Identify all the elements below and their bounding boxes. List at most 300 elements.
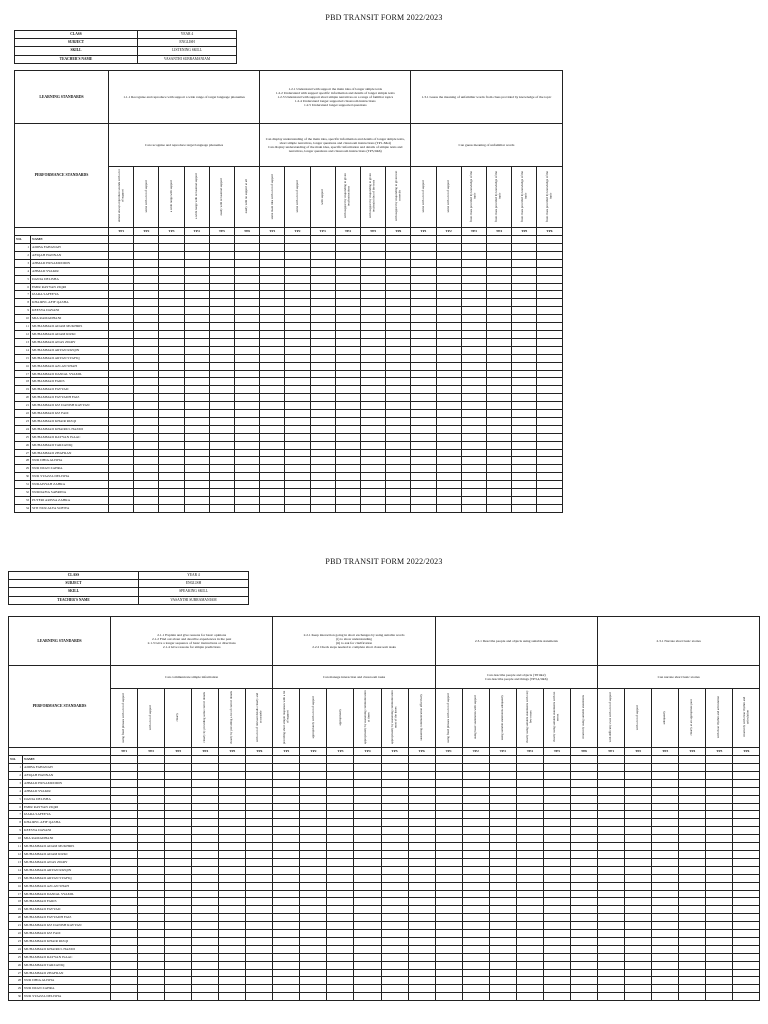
- score-cell[interactable]: [234, 473, 259, 481]
- score-cell[interactable]: [679, 827, 706, 835]
- score-cell[interactable]: [138, 779, 165, 787]
- score-cell[interactable]: [625, 874, 652, 882]
- score-cell[interactable]: [386, 417, 411, 425]
- score-cell[interactable]: [354, 835, 381, 843]
- score-cell[interactable]: [360, 338, 385, 346]
- score-cell[interactable]: [598, 850, 625, 858]
- score-cell[interactable]: [209, 489, 234, 497]
- score-cell[interactable]: [335, 433, 360, 441]
- score-cell[interactable]: [134, 244, 159, 252]
- score-cell[interactable]: [462, 811, 489, 819]
- score-cell[interactable]: [109, 489, 134, 497]
- score-cell[interactable]: [335, 259, 360, 267]
- score-cell[interactable]: [327, 819, 354, 827]
- score-cell[interactable]: [679, 756, 706, 764]
- score-cell[interactable]: [625, 803, 652, 811]
- score-cell[interactable]: [706, 898, 733, 906]
- score-cell[interactable]: [246, 922, 273, 930]
- score-cell[interactable]: [570, 937, 597, 945]
- score-cell[interactable]: [512, 244, 537, 252]
- score-cell[interactable]: [360, 410, 385, 418]
- score-cell[interactable]: [260, 378, 285, 386]
- score-cell[interactable]: [543, 787, 570, 795]
- score-cell[interactable]: [285, 338, 310, 346]
- score-cell[interactable]: [246, 764, 273, 772]
- score-cell[interactable]: [360, 394, 385, 402]
- score-cell[interactable]: [300, 906, 327, 914]
- score-cell[interactable]: [436, 299, 461, 307]
- score-cell[interactable]: [436, 354, 461, 362]
- score-cell[interactable]: [386, 259, 411, 267]
- score-cell[interactable]: [570, 850, 597, 858]
- score-cell[interactable]: [219, 961, 246, 969]
- score-cell[interactable]: [537, 481, 562, 489]
- score-cell[interactable]: [184, 251, 209, 259]
- score-cell[interactable]: [386, 449, 411, 457]
- score-cell[interactable]: [512, 315, 537, 323]
- score-cell[interactable]: [381, 930, 408, 938]
- score-cell[interactable]: [512, 291, 537, 299]
- score-cell[interactable]: [273, 827, 300, 835]
- score-cell[interactable]: [138, 890, 165, 898]
- score-cell[interactable]: [300, 835, 327, 843]
- score-cell[interactable]: [360, 291, 385, 299]
- score-cell[interactable]: [598, 827, 625, 835]
- score-cell[interactable]: [706, 985, 733, 993]
- score-cell[interactable]: [706, 914, 733, 922]
- score-cell[interactable]: [184, 504, 209, 512]
- score-cell[interactable]: [652, 914, 679, 922]
- score-cell[interactable]: [138, 811, 165, 819]
- score-cell[interactable]: [489, 819, 516, 827]
- score-cell[interactable]: [138, 756, 165, 764]
- score-cell[interactable]: [273, 843, 300, 851]
- score-cell[interactable]: [411, 417, 436, 425]
- score-cell[interactable]: [209, 497, 234, 505]
- score-cell[interactable]: [209, 378, 234, 386]
- score-cell[interactable]: [360, 307, 385, 315]
- score-cell[interactable]: [360, 386, 385, 394]
- score-cell[interactable]: [285, 267, 310, 275]
- score-cell[interactable]: [354, 953, 381, 961]
- score-cell[interactable]: [246, 953, 273, 961]
- score-cell[interactable]: [327, 756, 354, 764]
- score-cell[interactable]: [625, 795, 652, 803]
- score-cell[interactable]: [436, 441, 461, 449]
- score-cell[interactable]: [461, 338, 486, 346]
- score-cell[interactable]: [706, 882, 733, 890]
- score-cell[interactable]: [300, 843, 327, 851]
- score-cell[interactable]: [260, 275, 285, 283]
- score-cell[interactable]: [512, 489, 537, 497]
- score-cell[interactable]: [408, 866, 435, 874]
- score-cell[interactable]: [462, 890, 489, 898]
- score-cell[interactable]: [360, 299, 385, 307]
- score-cell[interactable]: [411, 291, 436, 299]
- score-cell[interactable]: [219, 811, 246, 819]
- score-cell[interactable]: [246, 866, 273, 874]
- score-cell[interactable]: [354, 803, 381, 811]
- score-cell[interactable]: [537, 354, 562, 362]
- score-cell[interactable]: [598, 937, 625, 945]
- score-cell[interactable]: [109, 267, 134, 275]
- score-cell[interactable]: [543, 882, 570, 890]
- score-cell[interactable]: [652, 882, 679, 890]
- score-cell[interactable]: [159, 425, 184, 433]
- score-cell[interactable]: [285, 441, 310, 449]
- score-cell[interactable]: [462, 898, 489, 906]
- score-cell[interactable]: [543, 945, 570, 953]
- score-cell[interactable]: [570, 930, 597, 938]
- score-cell[interactable]: [285, 275, 310, 283]
- score-cell[interactable]: [543, 930, 570, 938]
- score-cell[interactable]: [733, 764, 760, 772]
- score-cell[interactable]: [543, 819, 570, 827]
- score-cell[interactable]: [273, 835, 300, 843]
- score-cell[interactable]: [462, 969, 489, 977]
- score-cell[interactable]: [408, 890, 435, 898]
- score-cell[interactable]: [537, 362, 562, 370]
- score-cell[interactable]: [462, 906, 489, 914]
- score-cell[interactable]: [300, 937, 327, 945]
- score-cell[interactable]: [234, 417, 259, 425]
- score-cell[interactable]: [411, 362, 436, 370]
- score-cell[interactable]: [354, 795, 381, 803]
- score-cell[interactable]: [652, 953, 679, 961]
- score-cell[interactable]: [134, 417, 159, 425]
- score-cell[interactable]: [462, 866, 489, 874]
- score-cell[interactable]: [327, 922, 354, 930]
- score-cell[interactable]: [138, 985, 165, 993]
- score-cell[interactable]: [310, 236, 335, 244]
- score-cell[interactable]: [516, 914, 543, 922]
- score-cell[interactable]: [134, 378, 159, 386]
- score-cell[interactable]: [111, 874, 138, 882]
- score-cell[interactable]: [652, 937, 679, 945]
- score-cell[interactable]: [625, 764, 652, 772]
- score-cell[interactable]: [209, 425, 234, 433]
- score-cell[interactable]: [260, 441, 285, 449]
- score-cell[interactable]: [461, 259, 486, 267]
- score-cell[interactable]: [219, 835, 246, 843]
- score-cell[interactable]: [335, 425, 360, 433]
- score-cell[interactable]: [109, 362, 134, 370]
- score-cell[interactable]: [219, 764, 246, 772]
- score-cell[interactable]: [184, 417, 209, 425]
- score-cell[interactable]: [111, 835, 138, 843]
- score-cell[interactable]: [246, 858, 273, 866]
- score-cell[interactable]: [486, 417, 511, 425]
- score-cell[interactable]: [327, 858, 354, 866]
- score-cell[interactable]: [408, 906, 435, 914]
- score-cell[interactable]: [462, 953, 489, 961]
- score-cell[interactable]: [360, 267, 385, 275]
- score-cell[interactable]: [310, 417, 335, 425]
- score-cell[interactable]: [165, 922, 192, 930]
- score-cell[interactable]: [159, 473, 184, 481]
- score-cell[interactable]: [461, 457, 486, 465]
- score-cell[interactable]: [436, 362, 461, 370]
- score-cell[interactable]: [489, 890, 516, 898]
- score-cell[interactable]: [516, 771, 543, 779]
- score-cell[interactable]: [209, 386, 234, 394]
- score-cell[interactable]: [138, 945, 165, 953]
- score-cell[interactable]: [138, 993, 165, 1001]
- score-cell[interactable]: [486, 291, 511, 299]
- score-cell[interactable]: [111, 969, 138, 977]
- score-cell[interactable]: [706, 764, 733, 772]
- score-cell[interactable]: [486, 315, 511, 323]
- score-cell[interactable]: [408, 827, 435, 835]
- score-cell[interactable]: [706, 953, 733, 961]
- score-cell[interactable]: [184, 330, 209, 338]
- score-cell[interactable]: [310, 402, 335, 410]
- score-cell[interactable]: [165, 811, 192, 819]
- score-cell[interactable]: [543, 906, 570, 914]
- score-cell[interactable]: [436, 291, 461, 299]
- score-cell[interactable]: [486, 362, 511, 370]
- score-cell[interactable]: [489, 961, 516, 969]
- score-cell[interactable]: [598, 985, 625, 993]
- score-cell[interactable]: [461, 449, 486, 457]
- score-cell[interactable]: [273, 914, 300, 922]
- score-cell[interactable]: [516, 985, 543, 993]
- score-cell[interactable]: [234, 497, 259, 505]
- score-cell[interactable]: [652, 969, 679, 977]
- score-cell[interactable]: [184, 267, 209, 275]
- score-cell[interactable]: [300, 993, 327, 1001]
- score-cell[interactable]: [411, 299, 436, 307]
- score-cell[interactable]: [652, 961, 679, 969]
- score-cell[interactable]: [411, 275, 436, 283]
- score-cell[interactable]: [411, 394, 436, 402]
- score-cell[interactable]: [165, 993, 192, 1001]
- score-cell[interactable]: [489, 779, 516, 787]
- score-cell[interactable]: [273, 866, 300, 874]
- score-cell[interactable]: [461, 481, 486, 489]
- score-cell[interactable]: [706, 787, 733, 795]
- score-cell[interactable]: [159, 362, 184, 370]
- score-cell[interactable]: [300, 811, 327, 819]
- score-cell[interactable]: [300, 961, 327, 969]
- score-cell[interactable]: [234, 275, 259, 283]
- score-cell[interactable]: [335, 417, 360, 425]
- score-cell[interactable]: [706, 803, 733, 811]
- score-cell[interactable]: [184, 346, 209, 354]
- score-cell[interactable]: [159, 299, 184, 307]
- score-cell[interactable]: [246, 945, 273, 953]
- score-cell[interactable]: [436, 378, 461, 386]
- score-cell[interactable]: [706, 827, 733, 835]
- score-cell[interactable]: [335, 338, 360, 346]
- score-cell[interactable]: [219, 787, 246, 795]
- score-cell[interactable]: [386, 354, 411, 362]
- score-cell[interactable]: [109, 394, 134, 402]
- score-cell[interactable]: [300, 795, 327, 803]
- score-cell[interactable]: [234, 489, 259, 497]
- score-cell[interactable]: [706, 843, 733, 851]
- score-cell[interactable]: [706, 977, 733, 985]
- score-cell[interactable]: [537, 251, 562, 259]
- score-cell[interactable]: [310, 362, 335, 370]
- score-cell[interactable]: [543, 771, 570, 779]
- score-cell[interactable]: [408, 756, 435, 764]
- score-cell[interactable]: [386, 489, 411, 497]
- score-cell[interactable]: [159, 251, 184, 259]
- score-cell[interactable]: [516, 890, 543, 898]
- score-cell[interactable]: [219, 827, 246, 835]
- score-cell[interactable]: [138, 906, 165, 914]
- score-cell[interactable]: [411, 267, 436, 275]
- score-cell[interactable]: [111, 914, 138, 922]
- score-cell[interactable]: [462, 764, 489, 772]
- score-cell[interactable]: [184, 291, 209, 299]
- score-cell[interactable]: [246, 914, 273, 922]
- score-cell[interactable]: [159, 449, 184, 457]
- score-cell[interactable]: [679, 985, 706, 993]
- score-cell[interactable]: [625, 756, 652, 764]
- score-cell[interactable]: [184, 433, 209, 441]
- score-cell[interactable]: [134, 394, 159, 402]
- score-cell[interactable]: [386, 346, 411, 354]
- score-cell[interactable]: [570, 961, 597, 969]
- score-cell[interactable]: [512, 259, 537, 267]
- score-cell[interactable]: [109, 449, 134, 457]
- score-cell[interactable]: [652, 985, 679, 993]
- score-cell[interactable]: [285, 283, 310, 291]
- score-cell[interactable]: [489, 914, 516, 922]
- score-cell[interactable]: [138, 882, 165, 890]
- score-cell[interactable]: [192, 835, 219, 843]
- score-cell[interactable]: [679, 930, 706, 938]
- score-cell[interactable]: [435, 930, 462, 938]
- score-cell[interactable]: [381, 787, 408, 795]
- score-cell[interactable]: [386, 299, 411, 307]
- score-cell[interactable]: [598, 779, 625, 787]
- score-cell[interactable]: [192, 850, 219, 858]
- score-cell[interactable]: [335, 394, 360, 402]
- score-cell[interactable]: [111, 811, 138, 819]
- score-cell[interactable]: [381, 819, 408, 827]
- score-cell[interactable]: [435, 843, 462, 851]
- score-cell[interactable]: [111, 993, 138, 1001]
- score-cell[interactable]: [408, 945, 435, 953]
- score-cell[interactable]: [598, 993, 625, 1001]
- score-cell[interactable]: [461, 417, 486, 425]
- score-cell[interactable]: [219, 977, 246, 985]
- score-cell[interactable]: [360, 346, 385, 354]
- score-cell[interactable]: [310, 457, 335, 465]
- score-cell[interactable]: [462, 858, 489, 866]
- score-cell[interactable]: [598, 882, 625, 890]
- score-cell[interactable]: [489, 843, 516, 851]
- score-cell[interactable]: [184, 386, 209, 394]
- score-cell[interactable]: [260, 267, 285, 275]
- score-cell[interactable]: [184, 244, 209, 252]
- score-cell[interactable]: [234, 338, 259, 346]
- score-cell[interactable]: [310, 433, 335, 441]
- score-cell[interactable]: [360, 457, 385, 465]
- score-cell[interactable]: [192, 787, 219, 795]
- score-cell[interactable]: [165, 977, 192, 985]
- score-cell[interactable]: [159, 354, 184, 362]
- score-cell[interactable]: [335, 441, 360, 449]
- score-cell[interactable]: [411, 504, 436, 512]
- score-cell[interactable]: [733, 756, 760, 764]
- score-cell[interactable]: [246, 930, 273, 938]
- score-cell[interactable]: [335, 386, 360, 394]
- score-cell[interactable]: [486, 489, 511, 497]
- score-cell[interactable]: [625, 945, 652, 953]
- score-cell[interactable]: [360, 354, 385, 362]
- score-cell[interactable]: [234, 378, 259, 386]
- score-cell[interactable]: [159, 244, 184, 252]
- score-cell[interactable]: [134, 362, 159, 370]
- score-cell[interactable]: [512, 307, 537, 315]
- score-cell[interactable]: [537, 402, 562, 410]
- score-cell[interactable]: [219, 898, 246, 906]
- score-cell[interactable]: [219, 953, 246, 961]
- score-cell[interactable]: [109, 244, 134, 252]
- score-cell[interactable]: [461, 251, 486, 259]
- score-cell[interactable]: [354, 937, 381, 945]
- score-cell[interactable]: [354, 764, 381, 772]
- score-cell[interactable]: [209, 370, 234, 378]
- score-cell[interactable]: [462, 961, 489, 969]
- score-cell[interactable]: [354, 945, 381, 953]
- score-cell[interactable]: [234, 299, 259, 307]
- score-cell[interactable]: [165, 819, 192, 827]
- score-cell[interactable]: [300, 922, 327, 930]
- score-cell[interactable]: [436, 330, 461, 338]
- score-cell[interactable]: [354, 961, 381, 969]
- score-cell[interactable]: [159, 394, 184, 402]
- score-cell[interactable]: [192, 961, 219, 969]
- score-cell[interactable]: [516, 779, 543, 787]
- score-cell[interactable]: [273, 977, 300, 985]
- score-cell[interactable]: [209, 275, 234, 283]
- score-cell[interactable]: [300, 764, 327, 772]
- score-cell[interactable]: [408, 787, 435, 795]
- score-cell[interactable]: [543, 764, 570, 772]
- score-cell[interactable]: [570, 764, 597, 772]
- score-cell[interactable]: [543, 961, 570, 969]
- score-cell[interactable]: [462, 977, 489, 985]
- score-cell[interactable]: [679, 819, 706, 827]
- score-cell[interactable]: [570, 779, 597, 787]
- score-cell[interactable]: [109, 307, 134, 315]
- score-cell[interactable]: [411, 251, 436, 259]
- score-cell[interactable]: [285, 315, 310, 323]
- score-cell[interactable]: [360, 362, 385, 370]
- score-cell[interactable]: [486, 259, 511, 267]
- score-cell[interactable]: [436, 259, 461, 267]
- score-cell[interactable]: [598, 771, 625, 779]
- score-cell[interactable]: [109, 236, 134, 244]
- score-cell[interactable]: [138, 953, 165, 961]
- score-cell[interactable]: [516, 906, 543, 914]
- score-cell[interactable]: [679, 811, 706, 819]
- score-cell[interactable]: [570, 914, 597, 922]
- score-cell[interactable]: [679, 779, 706, 787]
- score-cell[interactable]: [209, 315, 234, 323]
- score-cell[interactable]: [436, 425, 461, 433]
- score-cell[interactable]: [192, 922, 219, 930]
- score-cell[interactable]: [138, 787, 165, 795]
- score-cell[interactable]: [461, 410, 486, 418]
- score-cell[interactable]: [335, 244, 360, 252]
- score-cell[interactable]: [354, 819, 381, 827]
